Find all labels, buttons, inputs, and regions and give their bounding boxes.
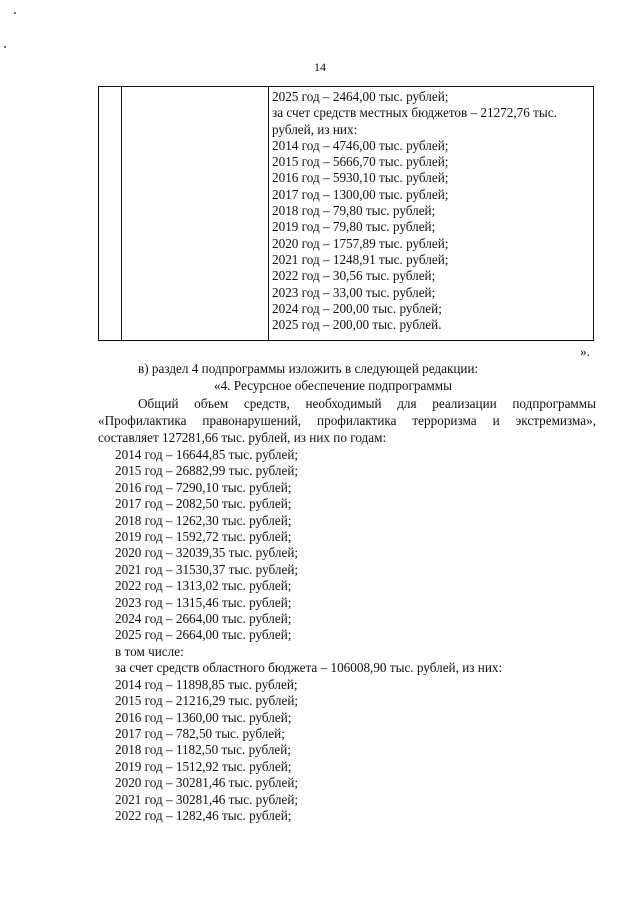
table-cell-line: 2022 год – 30,56 тыс. рублей;	[272, 268, 436, 284]
list-item: 2014 год – 11898,85 тыс. рублей;	[115, 676, 298, 692]
total-by-year-list	[115, 447, 502, 824]
closing-quote: ».	[580, 344, 590, 359]
scan-speck	[4, 46, 6, 48]
scan-speck	[14, 12, 16, 14]
list-item: 2020 год – 32039,35 тыс. рублей;	[115, 545, 299, 561]
list-item: 2021 год – 31530,37 тыс. рублей;	[115, 561, 299, 577]
list-item: 2019 год – 1592,72 тыс. рублей;	[115, 529, 292, 545]
list-item: 2014 год – 16644,85 тыс. рублей;	[115, 447, 299, 462]
list-item: 2015 год – 21216,29 тыс. рублей;	[115, 693, 299, 709]
table-column-divider	[121, 87, 122, 340]
page-number: 14	[314, 60, 326, 74]
table-cell-line: 2025 год – 200,00 тыс. рублей.	[272, 317, 442, 333]
list-item: 2021 год – 30281,46 тыс. рублей;	[115, 791, 299, 807]
table-fragment	[98, 86, 594, 341]
table-cell-line: 2018 год – 79,80 тыс. рублей;	[272, 203, 436, 219]
paragraph-line: «Профилактика правонарушений, профилактика терроризма и экстремизма»,	[98, 413, 596, 428]
list-item: 2016 год – 1360,00 тыс. рублей;	[115, 709, 292, 725]
list-item: 2025 год – 2664,00 тыс. рублей;	[115, 627, 292, 643]
paragraph-line: Общий объем средств, необходимый для реализации подпрограммы	[138, 396, 596, 411]
table-cell-line: 2020 год – 1757,89 тыс. рублей;	[272, 235, 449, 251]
list-item: 2015 год – 26882,99 тыс. рублей;	[115, 463, 299, 479]
list-item: 2024 год – 2664,00 тыс. рублей;	[115, 611, 292, 627]
table-cell-line: 2015 год – 5666,70 тыс. рублей;	[272, 154, 449, 170]
list-item: 2020 год – 30281,46 тыс. рублей;	[115, 775, 299, 791]
list-item: 2019 год – 1512,92 тыс. рублей;	[115, 758, 292, 774]
table-cell-line: 2016 год – 5930,10 тыс. рублей;	[272, 170, 449, 186]
table-cell-line: 2023 год – 33,00 тыс. рублей;	[272, 284, 436, 300]
list-item: 2017 год – 782,50 тыс. рублей;	[115, 725, 285, 741]
table-cell-line: рублей, из них:	[272, 121, 358, 137]
list-item: 2023 год – 1315,46 тыс. рублей;	[115, 594, 292, 610]
table-column-divider	[268, 87, 269, 340]
table-cell-line: 2014 год – 4746,00 тыс. рублей;	[272, 137, 449, 153]
in-that-number: в том числе:	[115, 643, 184, 659]
list-item: 2018 год – 1182,50 тыс. рублей;	[115, 742, 291, 758]
table-cell-line: за счет средств местных бюджетов – 21272,76 тыс.	[272, 105, 557, 121]
list-item: 2022 год – 1282,46 тыс. рублей;	[115, 807, 292, 823]
table-cell-line: 2017 год – 1300,00 тыс. рублей;	[272, 186, 449, 202]
table-cell-line: 2019 год – 79,80 тыс. рублей;	[272, 219, 436, 235]
table-cell-line: 2024 год – 200,00 тыс. рублей;	[272, 300, 442, 316]
paragraph-line: составляет 127281,66 тыс. рублей, из них по годам:	[98, 430, 387, 445]
list-item: 2017 год – 2082,50 тыс. рублей;	[115, 496, 292, 512]
list-item: 2016 год – 7290,10 тыс. рублей;	[115, 479, 292, 495]
table-cell-funding	[272, 89, 592, 333]
list-item: 2018 год – 1262,30 тыс. рублей;	[115, 512, 292, 528]
table-cell-line: 2025 год – 2464,00 тыс. рублей;	[272, 89, 449, 104]
table-cell-line: 2021 год – 1248,91 тыс. рублей;	[272, 251, 449, 267]
amendment-item-v: в) раздел 4 подпрограммы изложить в следующей редакции:	[138, 361, 479, 376]
section-heading: «4. Ресурсное обеспечение подпрограммы	[214, 378, 452, 393]
regional-budget-intro: за счет средств областного бюджета – 106008,90 тыс. рублей, из них:	[115, 660, 503, 676]
list-item: 2022 год – 1313,02 тыс. рублей;	[115, 578, 292, 594]
